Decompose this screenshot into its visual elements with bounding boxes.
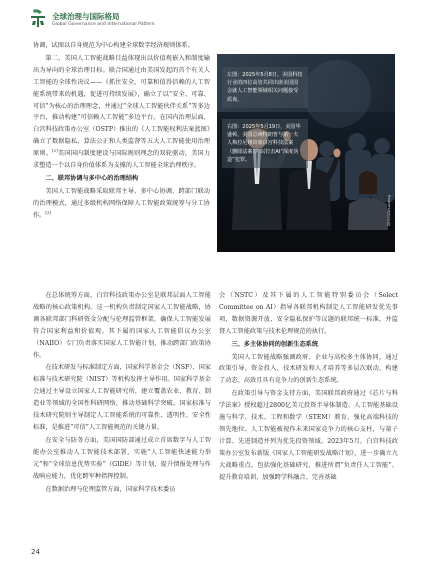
journal-title-cn: 全球治理与国际格局	[52, 12, 120, 21]
section-heading: 三、多主体协同的创新生态系统	[231, 340, 319, 348]
news-photo	[217, 54, 395, 252]
journal-header	[30, 8, 410, 36]
bottom-right-column	[219, 290, 398, 485]
paragraph-text: 美国国内制度建设与国际规则理念的双轮驱动，美国力求塑造一个以自身价值体系为支撑的人工智能全球治理秩序。	[33, 150, 211, 170]
paragraph: 在政策引导与资金支持方面，美国联邦政府通过《芯片与科学法案》授权超过2800亿美元投资半导体制造、人工智能基础设施与科学、技术、工程和数学（STEM）教育，强化高端科技的领先地位。人工智能被视作未来国家竞争力的核心支柱，与量子计算、先进制造并列为优先投资领域。2023年5月，白宫科技政策办公室发布新版《国家人工智能研发战略计划》，进一步确立九大战略重点，包括强化基础研究、推进所谓“负责任人工智能”、提升教育培训、加强跨学科融合、完善基础	[219, 390, 398, 481]
journal-title-en: Global Governance and International Pattern	[52, 22, 155, 27]
photo-caption-left: 左图：2025年5月8日，美国科技行业的四位高管共同出席美国国会就人工智能领域相关问题接受质询。	[222, 67, 308, 108]
footnote-ref[interactable]: [3]	[45, 209, 52, 215]
paragraph: 会（NSTC）及其下属的人工智能特别委员会（Select Committee on AI）指导各联邦机构制定人工智能研发优先事项、数据资源开放、安全隐私保护等议题的联邦统一标准，并监督人工智能政策与技术伦理规范的执行。	[219, 292, 398, 335]
paragraph: 在安全与防务方面，美国国防部通过成立首席数字与人工智能办公室推动人工智能技术部署，实施“人工智能快速能力举元”和“全球信息优势实验”（GIDE）等计划，提升情报处理与作战响应能力，优化跨军种指挥控制。	[33, 436, 211, 480]
photo-caption-right: 右图：2025年5月19日，美国华盛顿，美国总统特朗普与第一夫人梅拉尼娅出席白宫科技法案（删除法案）。以打击AI“深度伪造”犯罪。	[222, 119, 308, 168]
paragraph: 在数据治理与伦理监管方面，国家科学技术委员	[45, 485, 176, 493]
paragraph-text: 美国人工智能战略采取联邦主导、多中心协调、跨部门联动的治理模式，通过多级机构网络保障人工智能政策统筹与分工协作。	[33, 187, 210, 219]
photo-credit: Reuters/视觉中国	[387, 194, 392, 226]
paragraph: 在技术研发与标准制定方面，国家科学基金会（NSF）、国家标准与技术研究院（NIST）等机构发挥主导作用。国家科学基金会通过主导设立国家人工智能研究所，建立覆盖农业、教育、制造业等领域的全国性科研网络，推动基础科学突破。国家标准与技术研究院则主导制定人工智能系统的可靠性、透明性、安全性标准，是推进“可信”人工智能规范的关键力量。	[33, 364, 211, 431]
footnote-ref[interactable]: [2]	[52, 148, 58, 154]
journal-logo-icon	[30, 8, 46, 30]
paragraph-text: 第二，美国人工智能战略目益体现出以价值观嵌入和制度输出为导向的全球治理目标。联合国通过由美国发起的首个有关人工智能的全球性决议——《抓住安全、可靠和值得信赖的人工智能系统带来的机遇，促进可持续发展》，确立了以“安全、可靠、可信”为核心的治理理念，并通过“全球人工智能伙伴关系”等多边平台，推动构建“可信赖人工智能”多边平台。在国内治理层面，白宫科技政策办公室（OSTP）推出的《人工智能权利法案蓝图》确立了数据隐私、算法公正和人类监督等五大人工智能使用治理原则。	[33, 54, 210, 158]
paragraph: 美国人工智能战略强调政府、企业与高校多主体协同，通过政策引导、资金投入、技术研发和人才培养等多层次联动，构建了动态、高效且具有竞争力的创新生态系统。	[219, 353, 398, 385]
section-heading: 二、联邦协调与多中心的治理结构	[45, 174, 139, 182]
paragraph	[33, 53, 210, 172]
bottom-left-column	[33, 290, 211, 496]
paragraph: 协调，试图以自身规范为中心构建全球数字经济规则体系。	[33, 42, 194, 49]
paragraph: 在总体统筹方面，白宫科技政策办公室是联邦层面人工智能战略的核心政策机构。这一机构负责制定国家人工智能战略，协调各联邦部门科研资金分配与伦理监管框架，确保人工智能发展符合国家利益和价值观。其下属的国家人工智能倡议办公室（NAIIO）专门负责落实国家人工智能计划，推动跨部门政策协作。	[33, 292, 211, 359]
page-number: 24	[31, 548, 40, 556]
paragraph	[33, 186, 210, 222]
top-left-column	[33, 40, 210, 223]
